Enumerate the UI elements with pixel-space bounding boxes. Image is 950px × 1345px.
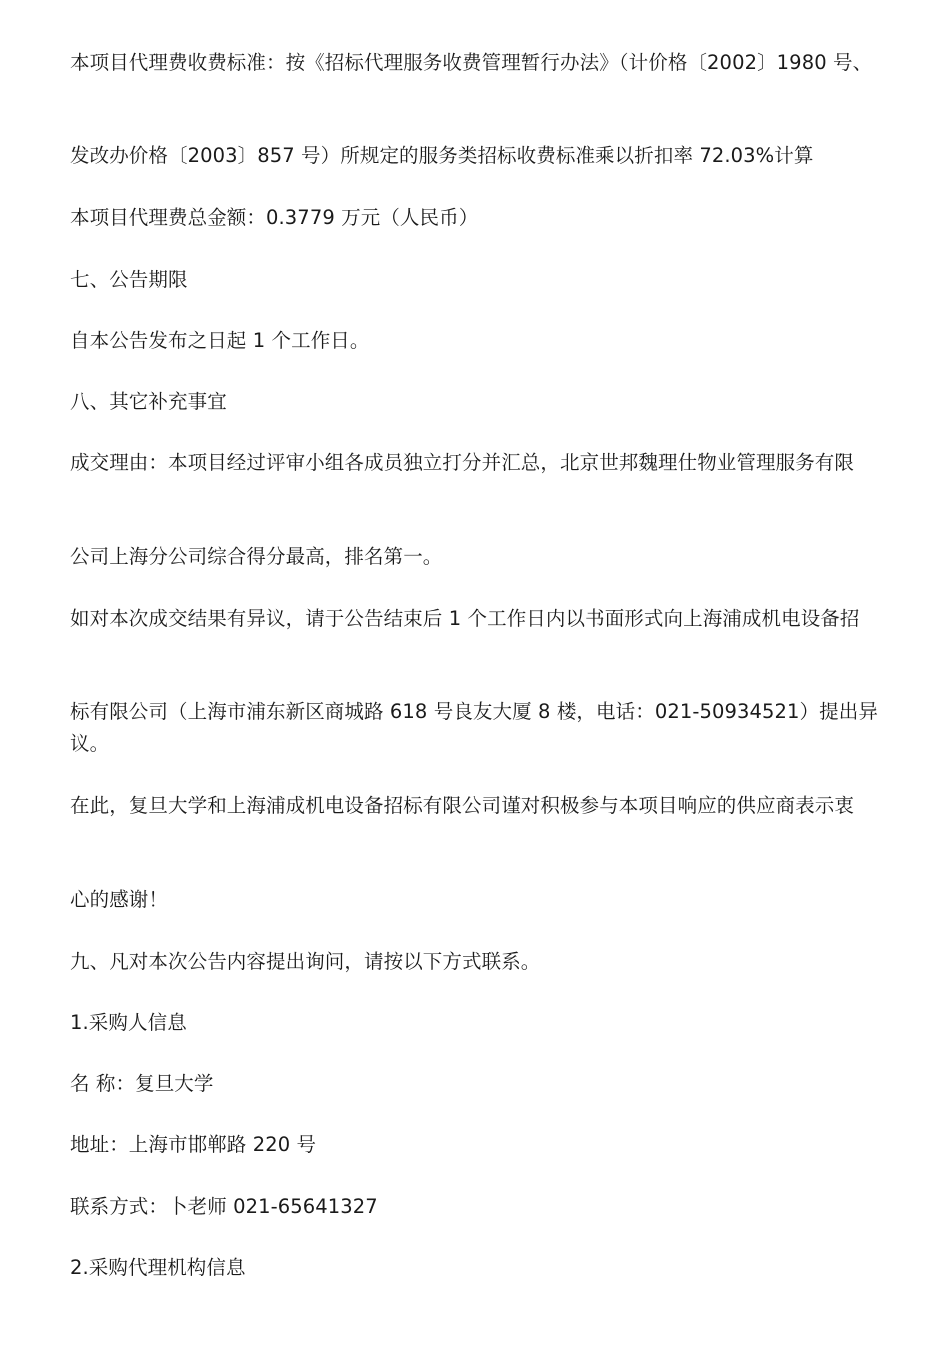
thanks-paragraph-continued: 心的感谢！ <box>70 888 169 911</box>
section-heading-other-matters: 八、其它补充事宜 <box>70 390 227 413</box>
fee-standard-paragraph: 本项目代理费收费标准：按《招标代理服务收费管理暂行办法》（计价格〔2002〕1980 号、 <box>70 51 873 74</box>
notice-period-text: 自本公告发布之日起 1 个工作日。 <box>70 329 370 352</box>
section-heading-contact: 九、凡对本次公告内容提出询问，请按以下方式联系。 <box>70 950 541 973</box>
fee-standard-continued: 发改办价格〔2003〕857 号）所规定的服务类招标收费标准乘以折扣率 72.03%计算 <box>70 144 814 167</box>
purchaser-name: 名 称：复旦大学 <box>70 1072 214 1095</box>
agency-info-heading: 2.采购代理机构信息 <box>70 1256 246 1279</box>
purchaser-info-heading: 1.采购人信息 <box>70 1011 187 1034</box>
fee-total-amount: 本项目代理费总金额：0.3779 万元（人民币） <box>70 206 479 229</box>
objection-paragraph-continued: 标有限公司（上海市浦东新区商城路 618 号良友大厦 8 楼，电话：021-50934521）提出异议。 <box>70 700 878 755</box>
thanks-paragraph: 在此，复旦大学和上海浦成机电设备招标有限公司谨对积极参与本项目响应的供应商表示衷 <box>70 794 855 817</box>
objection-paragraph: 如对本次成交结果有异议，请于公告结束后 1 个工作日内以书面形式向上海浦成机电设备招 <box>70 607 860 630</box>
award-reason-paragraph: 成交理由：本项目经过评审小组各成员独立打分并汇总，北京世邦魏理仕物业管理服务有限 <box>70 451 855 474</box>
purchaser-contact: 联系方式：卜老师 021-65641327 <box>70 1195 378 1218</box>
section-heading-notice-period: 七、公告期限 <box>70 268 188 291</box>
award-reason-continued: 公司上海分公司综合得分最高，排名第一。 <box>70 545 443 568</box>
purchaser-address: 地址：上海市邯郸路 220 号 <box>70 1133 317 1156</box>
